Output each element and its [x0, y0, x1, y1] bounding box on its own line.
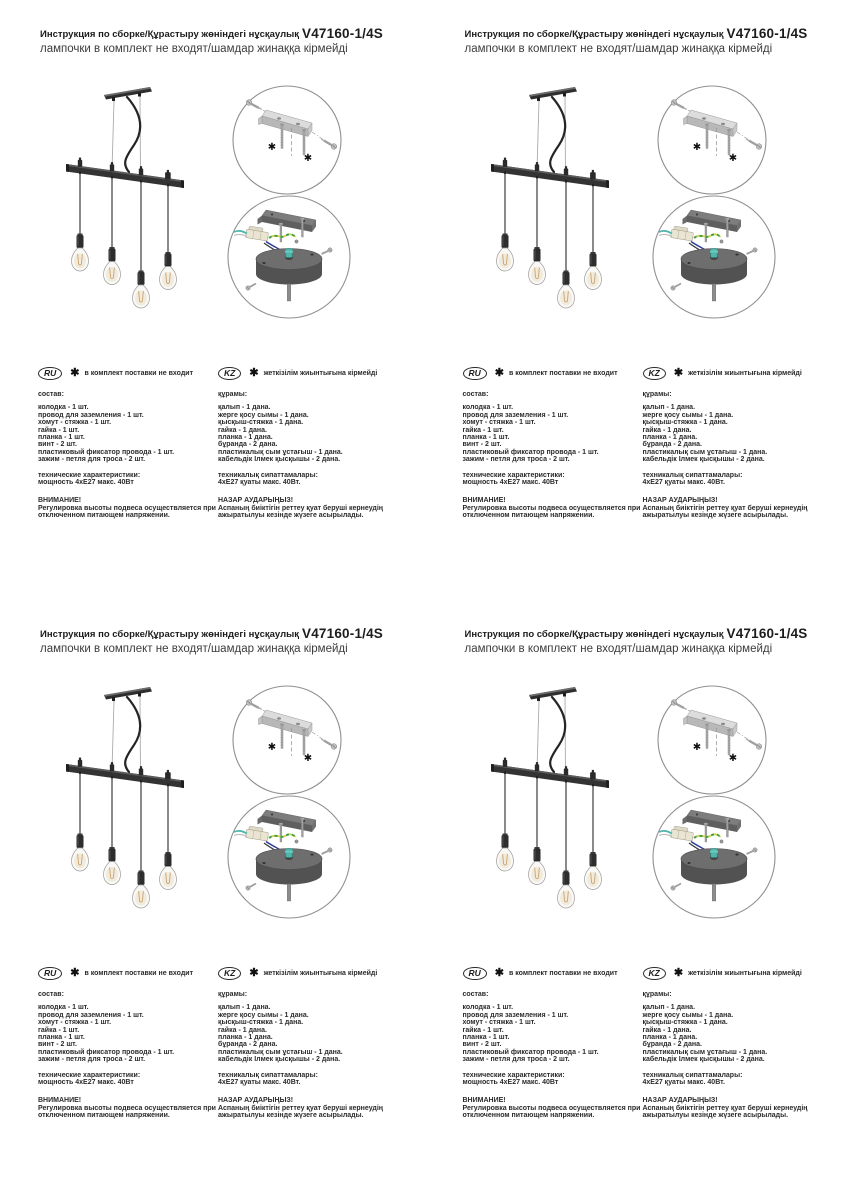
not-included-mark: ✱ [303, 753, 313, 764]
kz-warning-text: Аспаның биіктігін реттеу қуат беруші кернеудің ажыратылуы кезінде жүзеге асырылады. [218, 1104, 384, 1120]
pendant-cords [505, 774, 593, 873]
not-included-mark: ✱ [728, 153, 737, 164]
ground-screw-icon [295, 240, 298, 243]
part-item: қысқыш-стяжка - 1 дана. [642, 419, 728, 427]
sheet-header [40, 26, 400, 55]
kz-specs [643, 472, 843, 487]
part-item: планка - 1 шт. [462, 434, 510, 442]
bracket-inset [228, 83, 346, 201]
kz-warning-title: НАЗАР АУДАРЫҢЫЗ! [218, 1097, 294, 1105]
kz-parts-title: құрамы: [642, 991, 672, 998]
kz-section [643, 966, 843, 1120]
part-item: бұранда - 2 дана. [218, 441, 278, 449]
part-item: гайка - 1 шт. [38, 426, 80, 434]
sheet-cell-top-left [0, 0, 425, 600]
part-item: винт - 2 шт. [462, 441, 502, 449]
kz-warning-title: НАЗАР АУДАРЫҢЫЗ! [642, 1097, 718, 1105]
part-item: пластиковый фиксатор провода - 1 шт. [462, 448, 599, 456]
part-item: қалып - 1 дана. [218, 404, 271, 412]
kz-note: жеткізілім жиынтығына кірмейді [263, 969, 378, 977]
kz-specs [643, 1072, 843, 1087]
sheet-header [40, 626, 400, 655]
ru-badge: RU [463, 967, 487, 981]
part-item: гайка - 1 дана. [218, 1026, 267, 1034]
ru-section [38, 966, 216, 1120]
part-item: қалып - 1 дана. [218, 1004, 271, 1012]
ru-warning [38, 1097, 216, 1119]
stud-screw-icon [705, 124, 708, 149]
part-item: пластикалық сым ұстағыш - 1 дана. [218, 448, 343, 456]
wiring-inset [224, 793, 354, 923]
part-item: қалып - 1 дана. [642, 1004, 696, 1012]
sheet-header [465, 626, 825, 655]
wiring-inset [649, 193, 779, 323]
part-item: зажим - петля для троса - 2 шт. [38, 1056, 146, 1064]
ru-specs [463, 1072, 641, 1087]
kz-note: жеткізілім жиынтығына кірмейді [263, 369, 378, 377]
part-item: гайка - 1 дана. [642, 426, 692, 434]
kz-badge: KZ [218, 967, 241, 981]
kz-warning-text: Аспаның биіктігін реттеу қуат беруші кернеудің ажыратылуы кезінде жүзеге асырылады. [642, 1104, 808, 1120]
suspension-cable [565, 97, 566, 175]
lamp-illustration [42, 78, 212, 330]
ru-warning [463, 1097, 641, 1119]
bulb-sockets [77, 834, 172, 886]
kz-specs-value: 4хЕ27 қуаты макс. 40Вт. [642, 479, 725, 487]
asterisk-icon: ✱ [494, 966, 504, 979]
part-item: бұранда - 2 дана. [642, 1041, 702, 1049]
suspension-cable [112, 101, 114, 170]
part-item: планка - 1 шт. [462, 1034, 510, 1042]
stem [712, 284, 716, 301]
power-cord [125, 97, 140, 172]
bracket-inset [228, 683, 346, 801]
sheet-cell-top-right [425, 0, 849, 600]
ru-warning-text: Регулировка высоты подвеса осуществляется при отключенном питающем напряжении. [38, 504, 216, 520]
suspension-cable [140, 697, 141, 775]
part-item: жерге қосу сымы - 1 дана. [218, 1011, 309, 1019]
sheet-cell-bottom-left [0, 600, 425, 1200]
subtitle: лампочки в комплект не входят/шамдар жинаққа кірмейді [40, 643, 348, 655]
part-item: жерге қосу сымы - 1 дана. [218, 411, 309, 419]
ru-warning [38, 497, 216, 519]
ru-parts-list [463, 1004, 641, 1063]
ru-section [463, 966, 641, 1120]
kz-warning [218, 497, 418, 519]
ru-section [38, 366, 216, 520]
sheet-header [465, 26, 825, 55]
model-number: V47160-1/4S [302, 26, 384, 41]
pendant-cords [505, 174, 593, 273]
part-item: колодка - 1 шт. [462, 1004, 514, 1012]
ru-specs-title: технические характеристики: [38, 1071, 141, 1079]
part-item: гайка - 1 шт. [38, 1026, 80, 1034]
not-included-mark: ✱ [267, 142, 277, 153]
part-item: зажим - петля для троса - 2 шт. [462, 456, 570, 464]
part-item: бұранда - 2 дана. [642, 441, 702, 449]
bulb-sockets [501, 834, 596, 886]
part-item: хомут - стяжка - 1 шт. [38, 1019, 112, 1027]
bulb-sockets [501, 234, 596, 286]
ru-specs-value: мощность 4хЕ27 макс. 40Вт [38, 1079, 134, 1087]
kz-section [643, 366, 843, 520]
ru-warning [463, 497, 641, 519]
part-item: гайка - 1 дана. [218, 426, 267, 434]
part-item: пластиковый фиксатор провода - 1 шт. [38, 1048, 175, 1056]
ru-parts-list [463, 404, 641, 463]
part-item: жерге қосу сымы - 1 дана. [642, 1011, 734, 1019]
part-item: планка - 1 дана. [218, 434, 273, 442]
suspension-cable [140, 97, 141, 175]
ru-badge: RU [463, 367, 487, 381]
bracket-inset [653, 83, 771, 201]
kz-warning [643, 497, 843, 519]
kz-specs-value: 4хЕ27 қуаты макс. 40Вт. [642, 1079, 725, 1087]
ru-parts-title: состав: [462, 991, 489, 998]
ground-screw-icon [719, 840, 722, 843]
part-item: винт - 2 шт. [462, 1041, 502, 1049]
suspension-cable [537, 701, 539, 770]
kz-parts-title: құрамы: [218, 991, 248, 998]
kz-specs-title: техникалық сипаттамалары: [218, 471, 318, 479]
kz-specs-title: техникалық сипаттамалары: [642, 1071, 743, 1079]
kz-parts-list [643, 404, 843, 463]
subtitle: лампочки в комплект не входят/шамдар жинаққа кірмейді [40, 43, 348, 55]
ru-specs-title: технические характеристики: [38, 471, 141, 479]
kz-badge: KZ [643, 367, 666, 381]
subtitle: лампочки в комплект не входят/шамдар жинаққа кірмейді [464, 43, 773, 55]
part-item: кабельдік Ілмек қысқышы - 2 дана. [642, 456, 765, 464]
ru-parts-title: состав: [38, 391, 64, 398]
page-title: Инструкция по сборке/Құрастыру жөніндегі нұсқаулық [40, 629, 299, 640]
part-item: хомут - стяжка - 1 шт. [462, 1019, 536, 1027]
kz-parts-title: құрамы: [642, 391, 672, 398]
part-item: қысқыш-стяжка - 1 дана. [218, 1019, 304, 1027]
part-item: колодка - 1 шт. [38, 1004, 89, 1012]
ru-specs [38, 1072, 216, 1087]
ru-note: в комплект поставки не входит [509, 369, 618, 377]
kz-note: жеткізілім жиынтығына кірмейді [688, 369, 802, 377]
lamp-illustration [467, 78, 637, 330]
light-bulbs [496, 848, 601, 908]
ru-specs [38, 472, 216, 487]
ru-warning-title: ВНИМАНИЕ! [462, 1097, 506, 1105]
cord-grip-teal [710, 849, 716, 858]
stud-screw-icon [727, 129, 730, 155]
ru-specs-value: мощность 4хЕ27 макс. 40Вт [462, 479, 559, 487]
kz-warning [218, 1097, 418, 1119]
kz-specs-value: 4хЕ27 қуаты макс. 40Вт. [218, 1079, 301, 1087]
part-item: қысқыш-стяжка - 1 дана. [642, 1019, 728, 1027]
ru-note: в комплект поставки не входит [84, 969, 193, 977]
ru-specs-title: технические характеристики: [462, 471, 565, 479]
sheet-cell-bottom-right [425, 600, 849, 1200]
part-item: провод для заземления - 1 шт. [462, 411, 569, 419]
power-cord [125, 697, 140, 772]
stem [287, 284, 291, 301]
ru-parts-title: состав: [38, 991, 64, 998]
part-item: винт - 2 шт. [38, 1041, 77, 1049]
part-item: винт - 2 шт. [38, 441, 77, 449]
lamp-illustration [467, 678, 637, 930]
part-item: колодка - 1 шт. [38, 404, 89, 412]
stem [712, 884, 716, 901]
part-item: кабельдік Ілмек қысқышы - 2 дана. [218, 1056, 341, 1064]
wiring-inset [649, 793, 779, 923]
part-item: зажим - петля для троса - 2 шт. [38, 456, 146, 464]
kz-specs-value: 4хЕ27 қуаты макс. 40Вт. [218, 479, 301, 487]
part-item: гайка - 1 шт. [462, 426, 504, 434]
asterisk-icon: ✱ [673, 966, 684, 979]
kz-warning-title: НАЗАР АУДАРЫҢЫЗ! [642, 497, 718, 505]
kz-section [218, 366, 418, 520]
not-included-mark: ✱ [728, 753, 737, 764]
bracket-inset [653, 683, 771, 801]
part-item: кабельдік Ілмек қысқышы - 2 дана. [642, 1056, 765, 1064]
suspension-cable [537, 101, 539, 170]
pendant-cords [80, 774, 168, 873]
part-item: хомут - стяжка - 1 шт. [462, 419, 536, 427]
part-item: кабельдік Ілмек қысқышы - 2 дана. [218, 456, 341, 464]
ru-parts-list [38, 404, 216, 463]
ru-warning-text: Регулировка высоты подвеса осуществляется при отключенном питающем напряжении. [462, 1104, 641, 1120]
part-item: зажим - петля для троса - 2 шт. [462, 1056, 570, 1064]
ru-warning-title: ВНИМАНИЕ! [38, 1097, 82, 1105]
ru-specs-value: мощность 4хЕ27 макс. 40Вт [38, 479, 134, 487]
ru-warning-text: Регулировка высоты подвеса осуществляется при отключенном питающем напряжении. [462, 504, 641, 520]
asterisk-icon: ✱ [70, 366, 80, 379]
part-item: провод для заземления - 1 шт. [38, 411, 144, 419]
part-item: планка - 1 дана. [218, 1034, 273, 1042]
part-item: колодка - 1 шт. [462, 404, 514, 412]
stud-screw-icon [705, 724, 708, 749]
page-title: Инструкция по сборке/Құрастыру жөніндегі нұсқаулық [464, 629, 724, 640]
ru-badge: RU [38, 367, 62, 381]
ru-warning-text: Регулировка высоты подвеса осуществляется при отключенном питающем напряжении. [38, 1104, 216, 1120]
ru-specs-title: технические характеристики: [462, 1071, 565, 1079]
asterisk-icon: ✱ [494, 366, 504, 379]
part-item: гайка - 1 шт. [462, 1026, 504, 1034]
kz-warning [643, 1097, 843, 1119]
cord-grip-teal [286, 849, 292, 858]
lamp-illustration [42, 678, 212, 930]
part-item: қалып - 1 дана. [642, 404, 696, 412]
power-cord [550, 97, 565, 172]
kz-specs [218, 472, 418, 487]
part-item: қысқыш-стяжка - 1 дана. [218, 419, 304, 427]
ru-parts-list [38, 1004, 216, 1063]
kz-section [218, 966, 418, 1120]
light-bulbs [72, 248, 177, 308]
kz-specs [218, 1072, 418, 1087]
kz-parts-list [218, 404, 418, 463]
kz-parts-list [643, 1004, 843, 1063]
part-item: жерге қосу сымы - 1 дана. [642, 411, 734, 419]
asterisk-icon: ✱ [673, 366, 684, 379]
ru-badge: RU [38, 967, 62, 981]
suspension-cable [565, 697, 566, 775]
wiring-inset [224, 193, 354, 323]
part-item: провод для заземления - 1 шт. [38, 1011, 144, 1019]
part-item: пластикалық сым ұстағыш - 1 дана. [218, 1048, 343, 1056]
part-item: планка - 1 шт. [38, 434, 85, 442]
light-bulbs [496, 248, 601, 308]
ru-section [463, 366, 641, 520]
kz-warning-text: Аспаның биіктігін реттеу қуат беруші кернеудің ажыратылуы кезінде жүзеге асырылады. [642, 504, 808, 520]
kz-warning-title: НАЗАР АУДАРЫҢЫЗ! [218, 497, 294, 505]
asterisk-icon: ✱ [70, 966, 80, 979]
stud-screw-icon [727, 729, 730, 755]
page-title: Инструкция по сборке/Құрастыру жөніндегі нұсқаулық [464, 29, 724, 40]
ru-specs-value: мощность 4хЕ27 макс. 40Вт [462, 1079, 559, 1087]
power-cord [550, 697, 565, 772]
kz-warning-text: Аспаның биіктігін реттеу қуат беруші кернеудің ажыратылуы кезінде жүзеге асырылады. [218, 504, 384, 520]
stem [287, 884, 291, 901]
ground-screw-icon [295, 840, 298, 843]
not-included-mark: ✱ [692, 142, 701, 153]
ru-note: в комплект поставки не входит [84, 369, 193, 377]
stud-screw-icon [302, 729, 305, 755]
kz-specs-title: техникалық сипаттамалары: [642, 471, 743, 479]
part-item: хомут - стяжка - 1 шт. [38, 419, 112, 427]
kz-specs-title: техникалық сипаттамалары: [218, 1071, 318, 1079]
ru-warning-title: ВНИМАНИЕ! [462, 497, 506, 505]
model-number: V47160-1/4S [302, 626, 384, 641]
bulb-sockets [77, 234, 172, 286]
pendant-cords [80, 174, 168, 273]
part-item: пластиковый фиксатор провода - 1 шт. [462, 1048, 599, 1056]
not-included-mark: ✱ [303, 153, 313, 164]
part-item: бұранда - 2 дана. [218, 1041, 278, 1049]
kz-note: жеткізілім жиынтығына кірмейді [688, 969, 802, 977]
stud-screw-icon [302, 129, 305, 155]
ru-specs [463, 472, 641, 487]
part-item: планка - 1 дана. [642, 434, 698, 442]
stud-screw-icon [280, 724, 283, 749]
not-included-mark: ✱ [267, 742, 277, 753]
part-item: пластиковый фиксатор провода - 1 шт. [38, 448, 175, 456]
asterisk-icon: ✱ [249, 366, 259, 379]
page-title: Инструкция по сборке/Құрастыру жөніндегі нұсқаулық [40, 29, 299, 40]
model-number: V47160-1/4S [726, 26, 808, 41]
part-item: пластикалық сым ұстағыш - 1 дана. [642, 448, 768, 456]
kz-badge: KZ [218, 367, 241, 381]
part-item: гайка - 1 дана. [642, 1026, 692, 1034]
cord-grip-teal [710, 249, 716, 258]
ru-warning-title: ВНИМАНИЕ! [38, 497, 82, 505]
part-item: пластикалық сым ұстағыш - 1 дана. [642, 1048, 768, 1056]
ru-note: в комплект поставки не входит [509, 969, 618, 977]
cord-grip-teal [286, 249, 292, 258]
part-item: планка - 1 дана. [642, 1034, 698, 1042]
stud-screw-icon [280, 124, 283, 149]
ground-screw-icon [719, 240, 722, 243]
asterisk-icon: ✱ [249, 966, 259, 979]
suspension-cable [112, 701, 114, 770]
ru-parts-title: состав: [462, 391, 489, 398]
subtitle: лампочки в комплект не входят/шамдар жинаққа кірмейді [464, 643, 773, 655]
kz-parts-title: құрамы: [218, 391, 248, 398]
light-bulbs [72, 848, 177, 908]
part-item: планка - 1 шт. [38, 1034, 85, 1042]
not-included-mark: ✱ [692, 742, 701, 753]
kz-parts-list [218, 1004, 418, 1063]
kz-badge: KZ [643, 967, 666, 981]
part-item: провод для заземления - 1 шт. [462, 1011, 569, 1019]
model-number: V47160-1/4S [726, 626, 808, 641]
